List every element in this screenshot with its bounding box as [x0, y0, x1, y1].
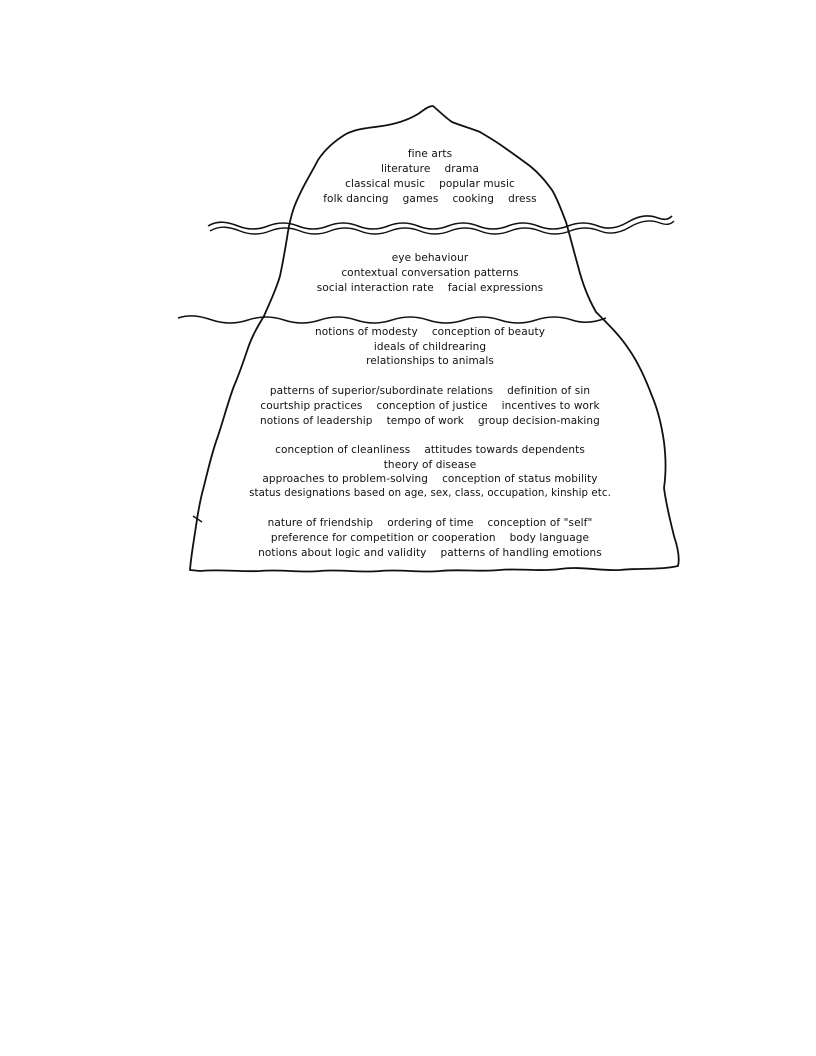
surface-term: drama: [444, 163, 480, 175]
deep-term: notions about logic and validity: [258, 547, 427, 559]
deep-term: definition of sin: [507, 385, 591, 397]
deep-term: conception of beauty: [431, 326, 546, 338]
surface-term: games: [402, 193, 439, 205]
surface-line-4: [170, 192, 690, 206]
surface-line-2: [170, 162, 690, 176]
shallow-line-3: [170, 281, 690, 295]
shallow-line-2: [170, 266, 690, 280]
deep-term: group decision-making: [477, 415, 600, 427]
surface-term: popular music: [439, 178, 515, 190]
deep-line: [170, 340, 690, 354]
deep-line: [170, 384, 690, 398]
surface-term: literature: [380, 163, 431, 175]
deep-term: nature of friendship: [267, 517, 374, 529]
surface-line-3: [170, 177, 690, 191]
deep-term: preference for competition or cooperation: [270, 532, 496, 544]
shallow-term: contextual conversation patterns: [341, 267, 519, 279]
surface-term: fine arts: [407, 148, 453, 160]
surface-term: cooking: [452, 193, 495, 205]
deep-term: tempo of work: [386, 415, 464, 427]
deep-line: [170, 414, 690, 428]
deep-term: courtship practices: [260, 400, 363, 412]
surface-term: classical music: [345, 178, 426, 190]
deep-term: ideals of childrearing: [373, 341, 487, 353]
deep-line: [170, 531, 690, 545]
deep-line: [170, 546, 690, 560]
deep-line: [170, 354, 690, 368]
deep-term: theory of disease: [383, 459, 477, 471]
shallow-line-1: [170, 251, 690, 265]
deep-term: body language: [509, 532, 590, 544]
deep-term: attitudes towards dependents: [424, 444, 585, 456]
deep-boundary-line: [178, 316, 606, 323]
deep-line: [170, 487, 690, 501]
deep-term: relationships to animals: [366, 355, 494, 367]
deep-line: [170, 472, 690, 486]
surface-term: folk dancing: [323, 193, 389, 205]
deep-term: incentives to work: [501, 400, 600, 412]
deep-term: patterns of superior/subordinate relations: [269, 385, 494, 397]
deep-term: status designations based on age, sex, class, occupation, kinship etc.: [249, 488, 611, 499]
deep-term: notions of leadership: [260, 415, 373, 427]
deep-term: approaches to problem-solving: [262, 473, 429, 485]
deep-term: conception of status mobility: [442, 473, 598, 485]
deep-term: patterns of handling emotions: [440, 547, 602, 559]
deep-term: conception of "self": [487, 517, 593, 529]
surface-line-1: [170, 147, 690, 161]
deep-line: [170, 458, 690, 472]
water-line-upper: [208, 216, 672, 229]
deep-term: notions of modesty: [314, 326, 418, 338]
deep-line: [170, 516, 690, 530]
shallow-term: eye behaviour: [391, 252, 469, 264]
deep-term: ordering of time: [387, 517, 474, 529]
deep-term: conception of cleanliness: [275, 444, 411, 456]
deep-term: conception of justice: [376, 400, 488, 412]
deep-line: [170, 399, 690, 413]
surface-term: dress: [508, 193, 537, 205]
shallow-term: facial expressions: [447, 282, 544, 294]
deep-line: [170, 443, 690, 457]
deep-line: [170, 325, 690, 339]
shallow-term: social interaction rate: [316, 282, 434, 294]
